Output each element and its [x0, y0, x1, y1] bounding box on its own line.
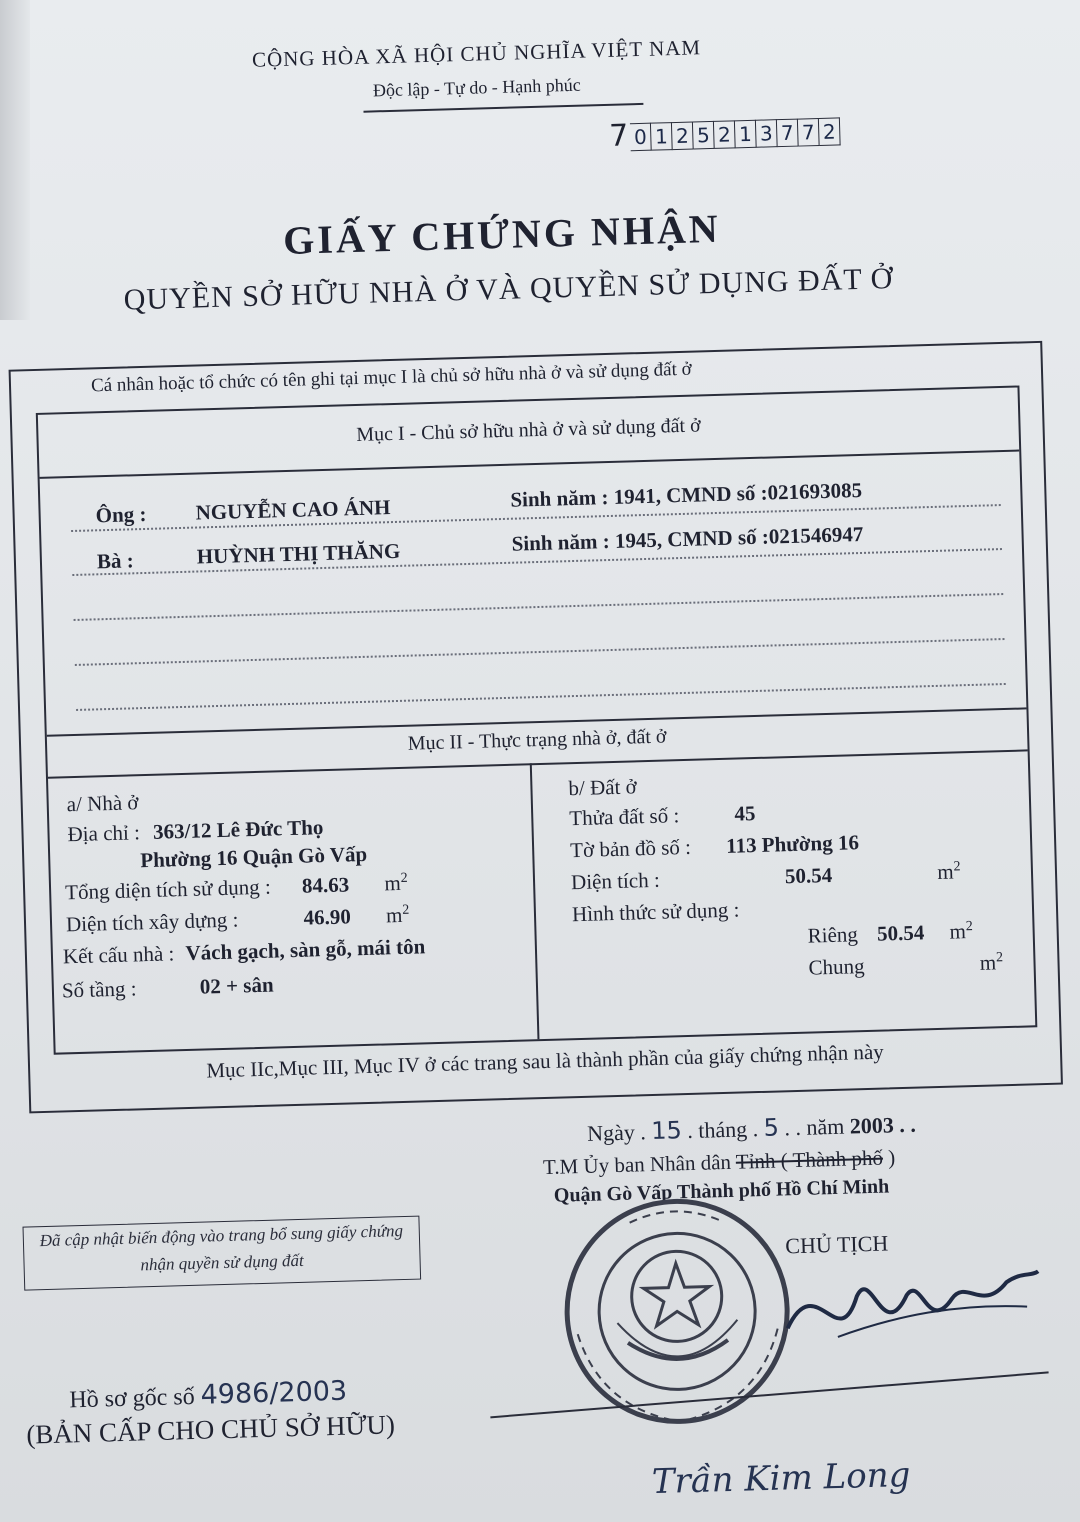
house-heading: a/ Nhà ở [66, 790, 139, 817]
dotted-line [75, 638, 1005, 666]
unit: m [949, 919, 967, 944]
column-divider [530, 763, 540, 1039]
certificate-frame [9, 341, 1063, 1114]
shared-row [808, 950, 1003, 980]
private-label: Riêng [807, 922, 859, 948]
file-label: Hồ sơ gốc số [69, 1383, 196, 1414]
issue-date [587, 1110, 916, 1147]
address-label: Địa chỉ : [67, 820, 141, 847]
month-label: . tháng . [686, 1116, 759, 1144]
serial-digit: 1 [651, 122, 673, 151]
unit: m [937, 859, 955, 884]
national-title: CỘNG HÒA XÃ HỘI CHỦ NGHĨA VIỆT NAM [251, 35, 702, 72]
month-value: 5 [763, 1113, 780, 1142]
divider [40, 450, 1020, 479]
copy-label: (BẢN CẤP CHO CHỦ SỞ HỮU) [25, 1409, 396, 1450]
build-area-label: Diện tích xây dựng : [65, 907, 239, 937]
total-area-label: Tổng diện tích sử dụng : [64, 874, 272, 905]
file-number: 4986/2003 [200, 1375, 348, 1411]
update-note: Đã cập nhật biến động vào trang bổ sung giấy chứng nhận quyền sử dụng đất [23, 1216, 422, 1291]
inner-frame [36, 385, 1038, 1054]
owner2-info: Sinh năm : 1945, CMND số :021546947 [511, 521, 864, 556]
floors-value: 02 + sân [199, 972, 274, 999]
serial-digit: 2 [819, 117, 841, 146]
document-subtitle: QUYỀN SỞ HỮU NHÀ Ở VÀ QUYỀN SỬ DỤNG ĐẤT Ở [123, 261, 894, 317]
authority-prefix: T.M Ủy ban Nhân dân [542, 1149, 737, 1180]
serial-digit: 1 [735, 120, 757, 149]
parcel-value: 45 [734, 801, 756, 826]
floors-row [62, 973, 274, 1004]
section1-heading: Mục I - Chủ sở hữu nhà ở và sử dụng đất ở [355, 414, 701, 447]
serial-number [608, 115, 841, 154]
floors-label: Số tầng : [61, 976, 137, 1003]
owner2-name: HUỲNH THỊ THĂNG [196, 538, 401, 569]
signature-icon [776, 1251, 1049, 1368]
signer-role: CHỦ TỊCH [784, 1230, 889, 1259]
owner1-label: Ông : [95, 501, 147, 528]
year-value: 2003 . . [849, 1111, 917, 1139]
owner1-name: NGUYỄN CAO ÁNH [195, 495, 391, 525]
land-area-value: 50.54 [784, 862, 833, 889]
document-title: GIẤY CHỨNG NHẬN [282, 205, 722, 263]
serial-digit: 5 [693, 121, 715, 150]
serial-digit: 2 [714, 120, 736, 149]
dotted-line [74, 593, 1004, 621]
map-value: 113 Phường 16 [725, 830, 860, 858]
address-line2-row [140, 842, 368, 873]
address-line2: Phường 16 Quận Gò Vấp [139, 841, 368, 873]
land-heading: b/ Đất ở [568, 774, 638, 801]
unit-sup: 2 [995, 950, 1004, 966]
structure-row [63, 934, 426, 969]
parcel-label: Thửa đất số : [568, 803, 680, 831]
dotted-line [76, 683, 1006, 711]
unit-sup: 2 [402, 902, 410, 918]
serial-digit: 7 [798, 118, 820, 147]
serial-prefix: 7 [608, 118, 629, 154]
unit: m [385, 902, 403, 928]
structure-value: Vách gạch, sàn gỗ, mái tôn [185, 934, 426, 965]
day-label: Ngày . [586, 1119, 647, 1146]
section-footnote: Mục IIc,Mục III, Mục IV ở các trang sau là thành phần của giấy chứng nhận này [206, 1039, 885, 1083]
shared-label: Chung [808, 954, 865, 980]
serial-digit: 2 [672, 122, 694, 151]
unit: m [979, 950, 997, 975]
owner-intro: Cá nhân hoặc tổ chức có tên ghi tại mục I là chủ sở hữu nhà ở và sử dụng đất ở [90, 358, 692, 397]
build-area-value: 46.90 [303, 904, 352, 930]
authority-line2: Quận Gò Vấp Thành phố Hồ Chí Minh [553, 1175, 890, 1207]
signer-name: Trần Kim Long [651, 1454, 911, 1503]
serial-digit: 7 [777, 119, 799, 148]
total-area-value: 84.63 [301, 872, 350, 898]
owner1-info: Sinh năm : 1941, CMND số :021693085 [510, 477, 863, 512]
authority-suffix: ) [882, 1145, 896, 1170]
private-row [807, 919, 973, 949]
usage-label: Hình thức sử dụng : [571, 897, 740, 927]
file-number-row [69, 1376, 348, 1415]
address-line1: 363/12 Lê Đức Thọ [152, 815, 324, 844]
structure-label: Kết cấu nhà : [62, 941, 175, 969]
map-label: Tờ bản đồ số : [569, 834, 692, 863]
parcel-row [569, 801, 756, 831]
unit-sup: 2 [953, 859, 961, 875]
owner2-label: Bà : [96, 548, 135, 574]
map-row [570, 830, 859, 863]
serial-digit: 3 [756, 119, 778, 148]
land-area-label: Diện tích : [570, 867, 661, 895]
official-seal-icon [554, 1188, 801, 1435]
motto-underline [363, 103, 643, 113]
authority-struck: Tỉnh ( Thành phố [735, 1145, 884, 1174]
day-value: 15 [650, 1116, 683, 1146]
build-area-row [66, 903, 410, 938]
serial-digit: 0 [630, 123, 652, 152]
private-value: 50.54 [876, 920, 925, 946]
motto: Độc lập - Tự do - Hạnh phúc [372, 74, 581, 101]
unit: m [384, 870, 402, 896]
shared-value [879, 954, 880, 978]
authority-line1 [543, 1145, 896, 1180]
total-area-row [65, 871, 408, 906]
land-area-row [571, 859, 961, 895]
section2-heading: Mục II - Thực trạng nhà ở, đất ở [407, 725, 667, 755]
unit-sup: 2 [965, 919, 973, 935]
year-label: . . năm [784, 1113, 845, 1141]
address-row [67, 815, 323, 847]
unit-sup: 2 [400, 870, 408, 886]
